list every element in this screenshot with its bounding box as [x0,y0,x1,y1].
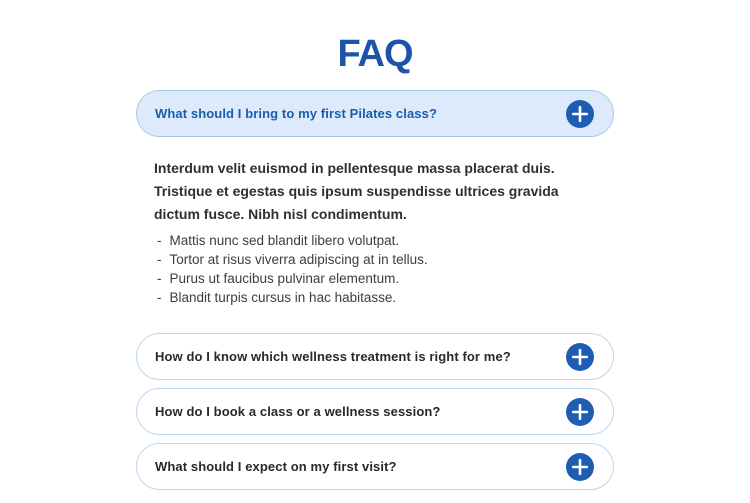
faq-question: What should I expect on my first visit? [155,459,397,474]
plus-icon [566,398,594,426]
list-item [157,269,596,288]
list-item-text: Mattis nunc sed blandit libero volutpat. [169,233,400,248]
list-item-text: Purus ut faucibus pulvinar elementum. [169,271,400,286]
dash-marker: - [157,290,162,305]
answer-list [154,231,596,307]
plus-button[interactable] [566,453,594,481]
list-item-text: Blandit turpis cursus in hac habitasse. [169,290,397,305]
faq-question: What should I bring to my first Pilates class? [155,106,437,121]
faq-answer [136,137,614,307]
plus-button[interactable] [566,100,594,128]
list-item [157,288,596,307]
dash-marker: - [157,252,162,267]
faq-item-pilates-class[interactable] [136,90,614,137]
dash-marker: - [157,271,162,286]
page-title: FAQ [337,33,413,75]
faq-item-book-class[interactable] [136,388,614,435]
dash-marker: - [157,233,162,248]
plus-button[interactable] [566,398,594,426]
faq-question: How do I book a class or a wellness session? [155,404,441,419]
faq-question: How do I know which wellness treatment is right for me? [155,349,511,364]
list-item [157,250,596,269]
list-item-text: Tortor at risus viverra adipiscing at in tellus. [169,252,428,267]
faq-item-wellness-treatment[interactable] [136,333,614,380]
list-item [157,231,596,250]
faq-item-first-visit[interactable] [136,443,614,490]
plus-icon [566,453,594,481]
faq-accordion-list [136,90,614,490]
plus-icon [566,343,594,371]
plus-icon [566,100,594,128]
plus-button[interactable] [566,343,594,371]
answer-paragraph: Interdum velit euismod in pellentesque massa placerat duis. Tristique et egestas quis ipsum suspendisse ultrices gravida dictum fusce. Nibh nisl condimentum. [154,160,559,222]
